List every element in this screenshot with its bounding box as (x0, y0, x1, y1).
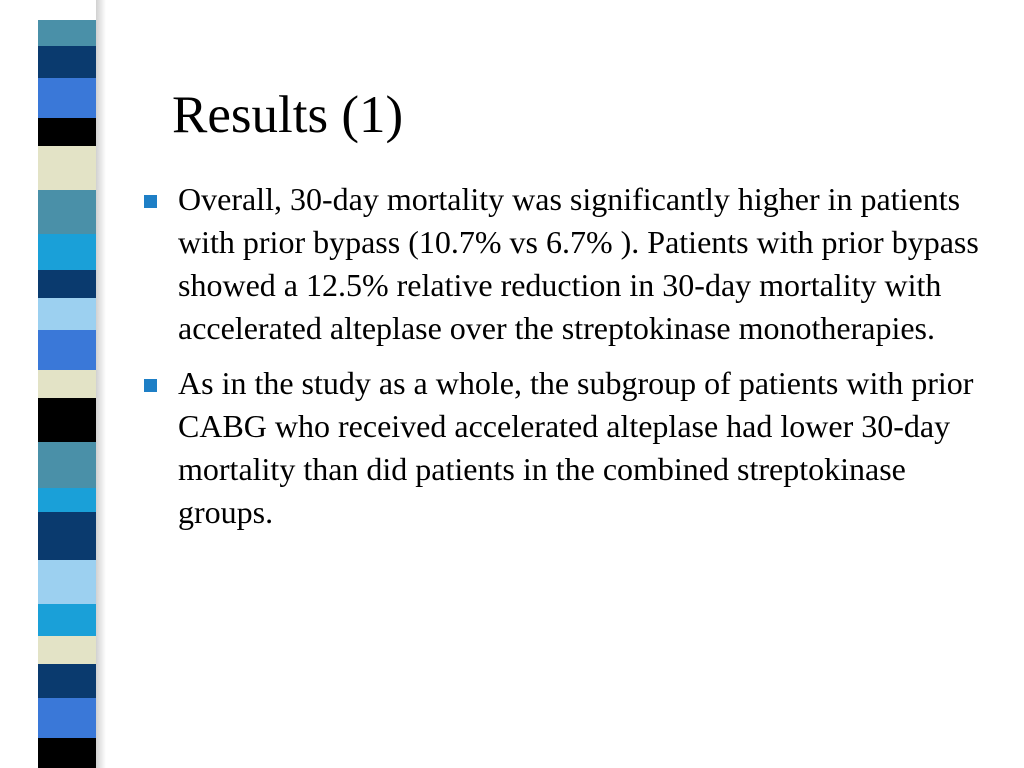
slide-title: Results (1) (172, 86, 404, 144)
stripe-band (38, 234, 96, 270)
stripe-band (38, 488, 96, 512)
bullet-item (140, 178, 990, 350)
decorative-stripe (38, 0, 96, 768)
square-bullet-icon (144, 195, 157, 208)
stripe-band (38, 46, 96, 78)
stripe-band (38, 298, 96, 330)
stripe-band (38, 118, 96, 146)
stripe-band (38, 370, 96, 398)
stripe-band (38, 698, 96, 738)
stripe-shadow (96, 0, 106, 768)
square-bullet-icon (144, 379, 157, 392)
stripe-band (38, 738, 96, 768)
stripe-band (38, 664, 96, 698)
bullet-item (140, 362, 990, 534)
stripe-band (38, 636, 96, 664)
bullet-text: As in the study as a whole, the subgroup of patients with prior CABG who received accelerated alteplase had lower 30-day mortality than did patients in the combined streptokinase groups. (178, 365, 974, 530)
stripe-band (38, 0, 96, 20)
stripe-band (38, 78, 96, 118)
stripe-band (38, 560, 96, 604)
stripe-band (38, 330, 96, 370)
stripe-band (38, 146, 96, 190)
stripe-band (38, 190, 96, 234)
stripe-band (38, 398, 96, 442)
stripe-band (38, 442, 96, 488)
stripe-band (38, 20, 96, 46)
bullet-text: Overall, 30-day mortality was significantly higher in patients with prior bypass (10.7% vs 6.7% ). Patients with prior bypass showed a 12.5% relative reduction in 30-day mortality with accelerated alteplase over the streptokinase monotherapies. (178, 181, 979, 346)
stripe-band (38, 270, 96, 298)
stripe-band (38, 512, 96, 560)
stripe-band (38, 604, 96, 636)
bullet-list (140, 178, 990, 546)
